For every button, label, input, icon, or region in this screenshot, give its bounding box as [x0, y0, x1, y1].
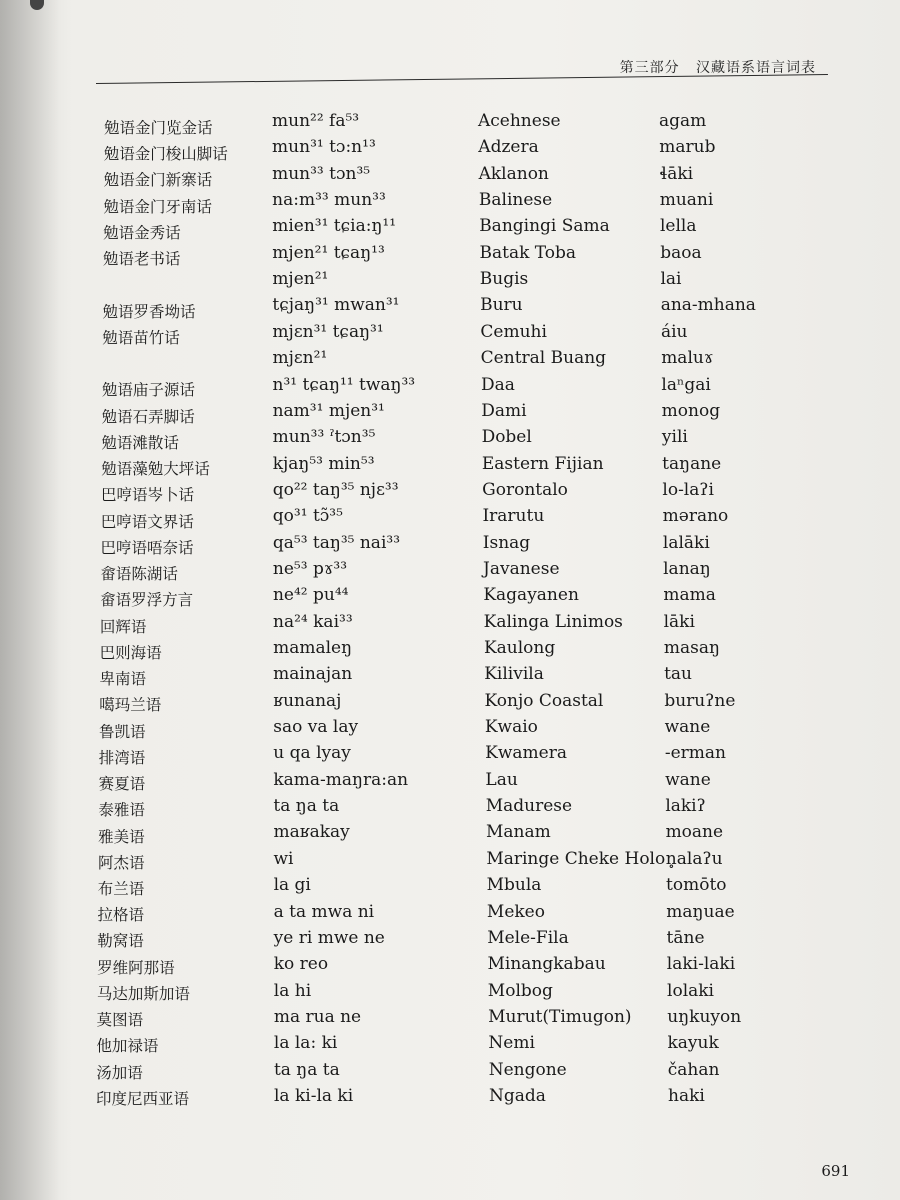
austronesian-language: Lau	[485, 769, 518, 790]
austronesian-word: -erman	[664, 743, 726, 764]
table-row	[0, 242, 900, 268]
chinese-language-name: 阿杰语	[97, 853, 145, 872]
austronesian-language: Eastern Fijian	[481, 453, 604, 474]
austronesian-word: laⁿgai	[661, 374, 711, 395]
word-form: la gi	[273, 875, 311, 896]
austronesian-word: wane	[664, 717, 711, 738]
table-row	[0, 1059, 900, 1085]
austronesian-word: lai	[660, 269, 682, 290]
table-row	[0, 742, 900, 768]
word-form: ta ŋa ta	[273, 796, 340, 817]
table-row	[0, 479, 900, 505]
table-row	[0, 532, 900, 558]
chinese-language-name: 勉语苗竹话	[102, 328, 180, 347]
austronesian-word: ana-mhana	[660, 295, 756, 316]
chinese-language-name: 马达加斯加语	[96, 984, 190, 1003]
austronesian-language: Kwaio	[484, 717, 538, 738]
chinese-language-name: 勉语滩散话	[101, 433, 179, 452]
table-row	[0, 1032, 900, 1058]
table-row	[0, 110, 900, 136]
austronesian-language: Batak Toba	[479, 242, 577, 263]
table-row	[0, 1006, 900, 1032]
austronesian-language: Acehnese	[478, 111, 561, 131]
word-form: wi	[273, 848, 294, 869]
chinese-language-name: 汤加语	[96, 1063, 143, 1082]
chinese-language-name: 拉格语	[97, 906, 145, 925]
word-form: ne⁵³ pɤ³³	[272, 558, 348, 579]
table-row	[0, 163, 900, 189]
austronesian-word: lanaŋ	[663, 558, 711, 579]
austronesian-word: čahan	[667, 1059, 720, 1080]
austronesian-word: lakiʔ	[665, 796, 706, 817]
austronesian-word: taŋane	[662, 453, 722, 474]
austronesian-word: buruʔne	[664, 690, 736, 711]
table-row	[0, 927, 900, 953]
chinese-language-name: 巴则海语	[99, 643, 162, 662]
chinese-language-name: 勉语金秀话	[103, 223, 181, 242]
austronesian-language: Kalinga Linimos	[483, 611, 623, 632]
austronesian-word: lo-laʔi	[662, 479, 714, 500]
austronesian-language: Gorontalo	[482, 479, 568, 500]
austronesian-language: Manam	[486, 822, 551, 843]
austronesian-word: kayuk	[667, 1033, 719, 1054]
word-form: mainajan	[273, 664, 353, 685]
chinese-language-name: 回辉语	[99, 617, 147, 636]
word-form: kama-maŋra:an	[273, 769, 409, 790]
table-row	[0, 321, 900, 347]
chinese-language-name: 勉语金门新寨话	[103, 171, 213, 190]
austronesian-language: Mbula	[486, 875, 542, 896]
chinese-language-name: 巴哼语唔奈话	[100, 538, 194, 557]
word-form: la ki-la ki	[274, 1085, 354, 1106]
table-row	[0, 505, 900, 531]
chinese-language-name: 排湾语	[98, 748, 146, 767]
austronesian-language: Nemi	[488, 1033, 535, 1054]
table-row	[0, 374, 900, 400]
chinese-language-name: 罗维阿那语	[97, 958, 175, 977]
austronesian-word: laki-laki	[666, 954, 736, 975]
word-form: nam³¹ mjen³¹	[272, 400, 385, 421]
chinese-language-name: 印度尼西亚语	[96, 1089, 190, 1108]
austronesian-word: uŋkuyon	[667, 1006, 742, 1027]
table-row	[0, 189, 900, 215]
word-form: u qa lyay	[273, 743, 351, 764]
word-form: ta ŋa ta	[273, 1059, 340, 1080]
table-row	[0, 584, 900, 610]
table-row	[0, 901, 900, 927]
table-row	[0, 136, 900, 162]
table-row	[0, 848, 900, 874]
austronesian-word: lalāki	[662, 532, 710, 553]
austronesian-word: moane	[665, 822, 724, 843]
word-form: qo²² taŋ³⁵ njɛ³³	[272, 479, 399, 500]
austronesian-word: áiu	[660, 321, 688, 342]
chinese-language-name: 畲语陈湖话	[100, 565, 178, 584]
chinese-language-name: 勉语石弄脚话	[101, 407, 195, 426]
austronesian-word: wane	[665, 769, 711, 790]
word-form: ma rua ne	[273, 1006, 362, 1027]
austronesian-language: Isnag	[482, 532, 531, 553]
chinese-language-name: 勉语藻勉大坪话	[101, 460, 210, 479]
chinese-language-name: 卑南语	[99, 670, 146, 689]
chinese-language-name: 噶玛兰语	[99, 696, 162, 715]
word-form: mun³³ ˀtɔn³⁵	[272, 427, 376, 448]
word-form: tɕjaŋ³¹ mwan³¹	[272, 295, 400, 316]
word-form: sao va lay	[273, 717, 359, 738]
table-row	[0, 953, 900, 979]
table-row	[0, 980, 900, 1006]
austronesian-word: marub	[659, 137, 716, 158]
table-row	[0, 426, 900, 452]
word-form: ʁunanaj	[273, 690, 342, 711]
table-row	[0, 690, 900, 716]
chinese-language-name: 勉语老书话	[102, 250, 181, 269]
word-form: mun²² fa⁵³	[272, 111, 360, 131]
austronesian-word: haki	[668, 1085, 705, 1106]
austronesian-language: Mekeo	[486, 901, 545, 922]
chinese-language-name: 莫图语	[96, 1011, 144, 1030]
word-form: maʁakay	[273, 822, 350, 843]
austronesian-language: Nengone	[488, 1059, 567, 1080]
table-row	[0, 1085, 900, 1111]
austronesian-language: Mele-Fila	[487, 927, 569, 948]
word-form: mamaleŋ	[273, 638, 353, 658]
austronesian-word: lāki	[663, 611, 695, 632]
word-form: mien³¹ tɕia:ŋ¹¹	[272, 216, 397, 237]
austronesian-language: Irarutu	[482, 506, 545, 527]
austronesian-word: tomōto	[666, 875, 727, 896]
table-row	[0, 769, 900, 795]
word-form: a ta mwa ni	[273, 901, 375, 922]
austronesian-language: Cemuhi	[480, 321, 547, 342]
chinese-language-name: 他加禄语	[96, 1037, 159, 1056]
austronesian-word: monog	[661, 400, 721, 421]
table-row	[0, 716, 900, 742]
austronesian-word: tāne	[666, 927, 705, 948]
austronesian-word: masaŋ	[663, 638, 720, 658]
austronesian-word: mərano	[662, 506, 729, 527]
chinese-language-name: 鲁凯语	[99, 722, 146, 741]
word-form: kjaŋ⁵³ min⁵³	[272, 453, 375, 474]
austronesian-word: tau	[664, 664, 693, 685]
austronesian-word: maluɤ	[661, 348, 714, 369]
chinese-language-name: 勉语金门牙南话	[103, 197, 212, 216]
austronesian-word: ɬāki	[659, 163, 694, 184]
word-form: la hi	[273, 980, 312, 1001]
word-form: ne⁴² pu⁴⁴	[272, 585, 349, 606]
table-row	[0, 795, 900, 821]
austronesian-language: Kwamera	[485, 743, 567, 764]
austronesian-language: Buru	[480, 295, 523, 316]
austronesian-language: Konjo Coastal	[484, 690, 604, 711]
word-form: na:m³³ mun³³	[272, 190, 386, 211]
page-number: 691	[821, 1162, 850, 1180]
word-form: mjen²¹	[272, 269, 329, 290]
austronesian-word: yili	[661, 427, 688, 448]
chinese-language-name: 勒窝语	[97, 932, 144, 951]
austronesian-word: agam	[659, 111, 707, 131]
header-title: 汉藏语系语言词表	[696, 60, 816, 76]
austronesian-language: Minangkabau	[487, 954, 606, 975]
chinese-language-name: 赛夏语	[98, 775, 146, 794]
austronesian-word: mama	[663, 585, 716, 606]
word-form: ko reo	[273, 954, 329, 975]
word-form: mjɛn³¹ tɕaŋ³¹	[272, 321, 384, 342]
austronesian-language: Maringe Cheke Holo	[486, 848, 666, 869]
austronesian-language: Adzera	[478, 137, 539, 158]
chinese-language-name: 布兰语	[97, 880, 145, 898]
austronesian-language: Daa	[480, 374, 515, 395]
austronesian-language: Kaulong	[483, 638, 556, 658]
table-row	[0, 821, 900, 847]
chinese-language-name: 雅美语	[98, 827, 145, 846]
austronesian-word: n̥alaʔu	[665, 848, 723, 869]
chinese-language-name: 勉语罗香坳话	[102, 302, 196, 321]
table-row	[0, 453, 900, 479]
chinese-language-name: 巴哼语文界话	[100, 512, 194, 531]
word-form: mjɛn²¹	[272, 348, 328, 369]
austronesian-language: Javanese	[483, 558, 560, 579]
word-form: mun³¹ tɔ:n¹³	[272, 137, 376, 158]
word-form: mjen²¹ tɕaŋ¹³	[272, 242, 385, 263]
austronesian-word: baoa	[660, 242, 702, 263]
word-form: ye ri mwe ne	[273, 927, 385, 948]
austronesian-language: Ngada	[489, 1085, 546, 1106]
word-form: n³¹ tɕaŋ¹¹ twaŋ³³	[272, 374, 416, 395]
austronesian-word: muani	[659, 190, 714, 211]
table-row	[0, 558, 900, 584]
table-row	[0, 268, 900, 294]
austronesian-language: Central Buang	[480, 348, 607, 369]
chinese-language-name: 畲语罗浮方言	[100, 591, 194, 610]
austronesian-word: lella	[659, 216, 697, 237]
austronesian-language: Bangingi Sama	[479, 216, 610, 237]
chinese-language-name: 巴哼语岑卜话	[100, 486, 194, 505]
austronesian-language: Balinese	[478, 190, 553, 211]
table-row	[0, 347, 900, 373]
word-form: qa⁵³ taŋ³⁵ nai³³	[272, 532, 401, 553]
austronesian-word: lolaki	[667, 980, 714, 1001]
word-form: qo³¹ tɔ̃³⁵	[272, 506, 343, 527]
header-part: 第三部分	[619, 60, 680, 76]
chinese-language-name: 勉语金门览金话	[104, 119, 213, 137]
table-row	[0, 637, 900, 663]
table-row	[0, 611, 900, 637]
austronesian-language: Murut(Timugon)	[488, 1006, 632, 1027]
chinese-language-name: 勉语金门梭山脚话	[103, 145, 228, 164]
austronesian-language: Molbog	[487, 980, 553, 1001]
austronesian-language: Madurese	[485, 796, 573, 817]
table-row	[0, 400, 900, 426]
table-row	[0, 874, 900, 900]
austronesian-language: Kagayanen	[483, 585, 579, 606]
austronesian-language: Aklanon	[478, 163, 549, 184]
austronesian-language: Kilivila	[484, 664, 544, 685]
austronesian-word: maŋuae	[666, 901, 735, 922]
word-form: la la: ki	[273, 1033, 338, 1054]
word-form: mun³³ tɔn³⁵	[272, 163, 371, 184]
word-form: na²⁴ kai³³	[273, 611, 353, 632]
austronesian-language: Dobel	[481, 427, 532, 448]
chinese-language-name: 勉语庙子源话	[101, 381, 195, 400]
table-row	[0, 663, 900, 689]
austronesian-language: Dami	[481, 400, 527, 421]
austronesian-language: Bugis	[479, 269, 529, 290]
table-row	[0, 215, 900, 241]
chinese-language-name: 泰雅语	[98, 801, 145, 820]
table-row	[0, 294, 900, 320]
